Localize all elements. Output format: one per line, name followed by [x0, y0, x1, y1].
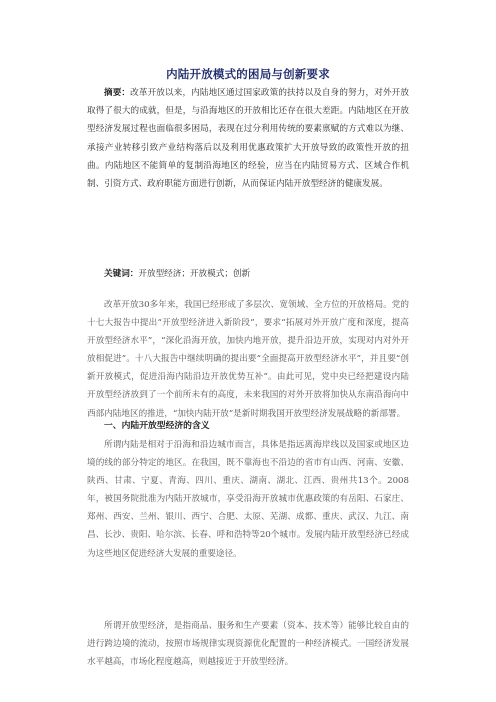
definition-paragraph-inland: 所谓内陆是相对于沿海和沿边城市而言，具体是指远离海岸线以及国家或地区边境的线的部分特定的地区。在我国，既不靠海也不沿边的省市有山西、河南、安徽、陕西、甘肃、宁夏、青海、四川、重庆、湖南、湖北、江西、贵州共13个。2008年，被国务院批准为内陆开放城市，享受沿海开放城市优惠政策的有岳阳、石家庄、郑州、西安、兰州、银川、西宁、合肥、太原、芜湖、成都、重庆、武汉、九江、南昌、长沙、贵阳、哈尔滨、长春、呼和浩特等20个城市。发展内陆开放型经济已经成为这些地区促进经济大发展的重要途径。: [87, 440, 409, 559]
abstract: [87, 84, 409, 193]
document-title: 内陆开放模式的困局与创新要求: [166, 67, 330, 81]
intro-paragraph: 改革开放30多年来，我国已经形成了多层次、宽领域、全方位的开放格局。党的十七大报告中提出“开放型经济进入新阶段”，要求“拓展对外开放广度和深度，提高开放型经济水平”，“深化沿海开放，加快内地开放，提升沿边开放，实现对内对外开放相促进”。十八大报告中继续明确的提出要“全面提高开放型经济水平”，并且要“创新开放模式，促进沿海内陆沿边开放优势互补”。由此可见，党中央已经把建设内陆开放型经济放到了一个前所未有的高度，未来我国的对外开放将加快从东南沿海向中西部内陆地区的推进，“加快内陆开放”是新时期我国开放型经济发展战略的新部署。: [87, 300, 409, 419]
definition-paragraph-open-economy: 所谓开放型经济，是指商品、服务和生产要素（资本、技术等）能够比较自由的进行跨边境的流动，按照市场规律实现资源优化配置的一种经济模式。一国经济发展水平越高，市场化程度越高，则越接近于开放型经济。: [87, 621, 409, 668]
keywords-text: 开放型经济；开放模式；创新: [138, 269, 251, 279]
section-heading: 一、内陆开放型经济的含义: [104, 421, 210, 431]
abstract-label: 摘要：: [104, 88, 131, 98]
keywords: [87, 265, 409, 283]
keywords-label: 关键词：: [104, 269, 139, 279]
abstract-text: 改革开放以来，内陆地区通过国家政策的扶持以及自身的努力，对外开放取得了很大的成就，但是，与沿海地区的开放相比还存在很大差距。内陆地区在开放型经济发展过程也面临很多困局，表现在过分利用传统的要素禀赋的方式难以为继、承接产业转移引致产业结构落后以及利用优惠政策扩大开放导致的政策性开放的扭曲。内陆地区不能简单的复制沿海地区的经验，应当在内陆贸易方式、区域合作机制、引资方式、政府职能方面进行创新，从而保证内陆开放型经济的健康发展。: [87, 88, 409, 190]
